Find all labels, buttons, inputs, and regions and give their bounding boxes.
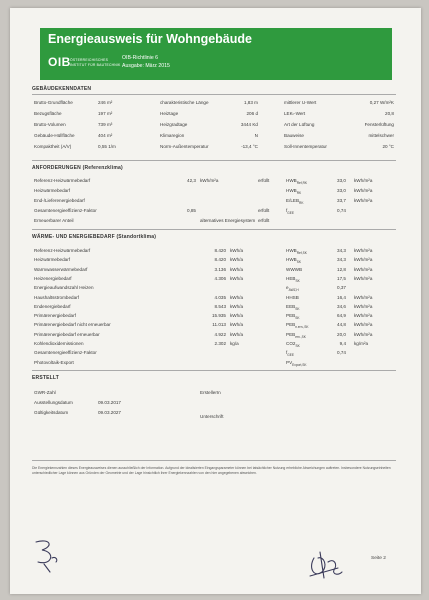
handwritten-signature-right: [304, 548, 346, 584]
energy-indicator: [286, 276, 300, 283]
energy-indicator-unit: kg/m²a: [354, 341, 369, 346]
building-data-value: 197 m²: [98, 111, 113, 116]
energy-indicator-symbol: PEB: [286, 331, 296, 337]
building-data-value: 0,27 W/m²K: [369, 100, 394, 105]
energy-indicator-subscript: SK: [295, 278, 300, 283]
requirement-indicator-value: 33,0: [337, 178, 346, 183]
energy-indicator-symbol: HEB: [286, 275, 296, 281]
created-label: Ausstellungsdatum: [34, 400, 73, 405]
section-divider: [32, 94, 396, 95]
building-data-value: Fensterlüftung: [364, 122, 394, 127]
building-data-label: LEKₜ-Wert: [284, 111, 306, 116]
building-data-label: Brutto-Grundfläche: [34, 100, 73, 105]
energy-demand-value: 4.035: [214, 294, 226, 300]
building-data-value: 3444 Kd: [240, 122, 258, 127]
energy-demand-unit: kWh/a: [230, 248, 244, 253]
energy-indicator-symbol: CO2: [286, 341, 296, 346]
energy-demand-label: Referenz-Heizwärmebedarf: [34, 248, 91, 253]
energy-indicator-value: 16,4: [337, 294, 346, 300]
energy-indicator-value: 34,3: [337, 257, 346, 263]
requirement-label: Gesamtenergieeffizienz-Faktor: [34, 208, 97, 213]
requirement-indicator-symbol: f: [286, 208, 288, 213]
energy-indicator-subscript: SK: [295, 306, 300, 311]
requirement-indicator-subscript: RK: [296, 190, 302, 195]
requirement-indicator-value: 33,0: [337, 188, 346, 193]
energy-indicator-subscript: SK: [295, 343, 300, 348]
requirement-indicator: [286, 188, 301, 195]
energy-indicator-unit: kWh/m²a: [354, 275, 373, 281]
requirement-label: End-/Lieferenergiebedarf: [34, 198, 85, 203]
building-data-label: Heizgradtage: [160, 122, 188, 127]
building-data-label: Heiztage: [160, 111, 179, 116]
energy-indicator-unit: kWh/m²a: [354, 303, 373, 309]
document-title: Energieausweis für Wohngebäude: [48, 32, 252, 46]
energy-indicator: [286, 267, 302, 274]
energy-demand-unit: kWh/a: [230, 322, 244, 328]
building-data-label: mittlerer U-Wert: [284, 100, 317, 105]
requirement-indicator: [286, 198, 303, 205]
energy-demand-unit: kWh/a: [230, 331, 244, 337]
energy-indicator-symbol: PEB: [286, 313, 296, 319]
energy-indicator-unit: kWh/m²a: [354, 294, 373, 300]
energy-indicator: [286, 341, 300, 348]
energy-indicator-value: 34,3: [337, 248, 346, 253]
energy-indicator-subscript: Export,SK: [292, 362, 307, 367]
energy-indicator-unit: kWh/m²a: [354, 322, 373, 328]
energy-demand-label: Primärenergiebedarf: [34, 313, 76, 319]
requirement-indicator-subscript: Ref,RK: [296, 180, 307, 185]
energy-indicator-unit: kWh/m²a: [354, 248, 373, 253]
energy-indicator-subscript: Ref,SK: [296, 250, 307, 255]
created-right-label: ErstellerIn: [200, 390, 221, 395]
energy-demand-label: Primärenergiebedarf nicht erneuerbar: [34, 322, 111, 328]
building-data-value: 246 m²: [98, 100, 113, 105]
energy-demand-label: Warmwasserwärmebedarf: [34, 266, 88, 272]
energy-indicator-symbol: HWB: [286, 248, 297, 253]
building-data-value: N: [254, 133, 258, 138]
section-title-created: ERSTELLT: [32, 375, 60, 381]
energy-demand-unit: kWh/a: [230, 266, 244, 272]
energy-indicator-value: 64,9: [337, 313, 346, 319]
energy-indicator-unit: kWh/m²a: [354, 331, 373, 337]
energy-indicator-symbol: f: [286, 350, 288, 356]
requirement-label: Erneuerbarer Anteil: [34, 218, 74, 223]
section-divider: [32, 370, 396, 371]
logo-mark: OIB: [48, 55, 71, 69]
building-data-label: Gebäude-Hüllfläche: [34, 133, 75, 138]
energy-demand-unit: kWh/a: [230, 313, 244, 319]
requirement-indicator: [286, 178, 307, 185]
energy-certificate-page: [10, 8, 421, 594]
energy-demand-value: 3.136: [214, 266, 226, 272]
edition-label: Ausgabe: März 2015: [122, 63, 170, 69]
energy-indicator-value: 20,0: [337, 331, 346, 337]
requirement-indicator-unit: kWh/m²a: [354, 198, 373, 203]
guideline-label: OIB-Richtlinie 6: [122, 55, 159, 61]
requirement-indicator-symbol: HWB: [286, 178, 297, 183]
energy-demand-label: Primärenergiebedarf erneuerbar: [34, 331, 100, 337]
energy-indicator: [286, 248, 307, 255]
energy-indicator: [286, 257, 301, 264]
energy-demand-label: Heizenergiebedarf: [34, 275, 72, 281]
requirement-indicator-subscript: RK: [299, 200, 304, 205]
building-data-value: 20 °C: [382, 144, 394, 149]
energy-indicator: [286, 360, 307, 367]
building-data-label: Klimaregion: [160, 133, 185, 138]
energy-indicator: [286, 350, 294, 357]
section-divider: [32, 229, 396, 230]
energy-indicator-symbol: HHSB: [286, 294, 299, 300]
created-label: Gültigkeitsdatum: [34, 410, 69, 415]
building-data-value: -13,4 °C: [241, 144, 258, 149]
building-data-label: Bauweise: [284, 133, 304, 138]
energy-demand-label: Haushaltsstrombedarf: [34, 294, 79, 300]
building-data-label: Soll-Innentemperatur: [284, 144, 327, 149]
energy-demand-value: 8.420: [214, 248, 226, 253]
created-label: GWR-Zahl: [34, 390, 56, 395]
logo-text-line1: ÖSTERREICHISCHES: [70, 58, 109, 62]
requirement-label: Referenz-Heizwärmebedarf: [34, 178, 91, 183]
handwritten-signature-left: [30, 536, 64, 576]
building-data-label: Brutto-Volumen: [34, 122, 66, 127]
section-divider: [32, 460, 396, 461]
energy-indicator-unit: kWh/m²a: [354, 266, 373, 272]
energy-indicator: [286, 285, 299, 292]
disclaimer-note: Die Energiekennzahlen dieses Energieausweises dienen ausschließlich der Information. Aufgrund der idealisierten Eingangsparameter können bei tatsächlicher Nutzung erhebliche Abweichungen auftreten. Insbesondere Nutzungseinheiten unterschiedlicher Lage können aus Gründen der Geometrie und der Lage hinsichtlich ihrer Energiekennzahlen von den hier angegebenen abweichen.: [32, 466, 391, 475]
energy-indicator-subscript: SK: [295, 316, 300, 320]
energy-demand-label: Endenergiebedarf: [34, 303, 71, 309]
energy-indicator-value: 0,37: [337, 285, 346, 291]
oib-logo: [48, 55, 121, 75]
energy-indicator-value: 9,4: [339, 341, 346, 346]
energy-indicator-value: 17,5: [337, 275, 346, 281]
energy-indicator-value: 12,8: [337, 266, 346, 272]
energy-indicator-subscript: n.ern.,SK: [295, 325, 309, 330]
energy-indicator: [286, 304, 299, 311]
energy-indicator-symbol: EEB: [286, 303, 296, 309]
requirement-indicator-subscript: GEE: [287, 210, 295, 215]
building-data-label: Kompaktheit (A/V): [34, 144, 72, 149]
section-title-requirements: ANFORDERUNGEN (Referenzklima): [32, 165, 123, 171]
energy-demand-unit: kWh/a: [230, 257, 244, 263]
energy-demand-value: 8.420: [214, 257, 226, 263]
energy-indicator: [286, 332, 306, 339]
energy-indicator-symbol: PV: [286, 359, 293, 365]
energy-indicator-symbol: WWWB: [286, 266, 303, 272]
building-data-label: Art der Lüftung: [284, 122, 315, 127]
energy-indicator-subscript: SK: [296, 260, 301, 265]
energy-indicator-value: 0,74: [337, 350, 346, 356]
requirement-indicator-symbol: HWB: [286, 188, 297, 193]
page-number: Seite 2: [371, 556, 386, 561]
building-data-label: Norm-Außentemperatur: [160, 144, 209, 149]
building-data-label: Bezugsfläche: [34, 111, 62, 116]
building-data-value: 739 m³: [98, 122, 113, 127]
energy-demand-value: 4.922: [214, 331, 226, 337]
requirement-value: 0,85: [187, 208, 196, 213]
energy-demand-label: Heizwärmebedarf: [34, 257, 70, 263]
energy-demand-unit: kWh/a: [230, 275, 244, 281]
building-data-value: mittelschwer: [368, 133, 394, 138]
energy-indicator-subscript: ern.,SK: [295, 334, 306, 339]
building-data-value: 20,8: [385, 111, 394, 116]
building-data-label: charakteristische Länge: [160, 100, 209, 105]
energy-demand-value: 4.306: [214, 275, 226, 281]
section-title-energy-demand: WÄRME- UND ENERGIEBEDARF (Standortklima): [32, 234, 157, 240]
energy-indicator-unit: kWh/m²a: [354, 257, 373, 263]
requirement-unit: kWh/m²a: [200, 178, 219, 183]
energy-indicator-value: 44,8: [337, 322, 346, 328]
energy-demand-label: Energieaufwandszahl Heizen: [34, 285, 94, 291]
requirement-status: erfüllt: [258, 178, 270, 183]
requirement-indicator-unit: kWh/m²a: [354, 188, 373, 193]
section-title-building-data: GEBÄUDEKENNDATEN: [32, 86, 92, 92]
energy-indicator-symbol: PEB: [286, 322, 296, 328]
requirement-indicator: [286, 208, 294, 215]
energy-indicator-value: 34,6: [337, 303, 346, 309]
requirement-label: Heizwärmebedarf: [34, 188, 70, 193]
energy-indicator-subscript: AWZ,H: [288, 288, 299, 293]
energy-demand-value: 8.543: [214, 303, 226, 309]
requirement-indicator-value: 0,74: [337, 208, 346, 213]
energy-indicator: [286, 295, 299, 302]
energy-indicator-unit: kWh/m²a: [354, 313, 373, 319]
energy-demand-unit: kWh/a: [230, 294, 244, 300]
energy-demand-unit: kg/a: [230, 341, 239, 346]
energy-demand-label: Gesamtenergieeffizienz-Faktor: [34, 350, 97, 356]
energy-demand-value: 2.302: [214, 341, 226, 346]
requirement-indicator-unit: kWh/m²a: [354, 178, 373, 183]
created-right-label: Unterschrift: [200, 414, 224, 419]
energy-demand-value: 11.013: [212, 322, 226, 328]
energy-indicator: [286, 313, 299, 320]
energy-demand-unit: kWh/a: [230, 303, 244, 309]
requirement-status: erfüllt: [258, 218, 270, 223]
requirement-unit: alternatives Energiesystem: [200, 218, 256, 223]
logo-text-line2: INSTITUT FÜR BAUTECHNIK: [70, 63, 121, 67]
requirement-status: erfüllt: [258, 208, 270, 213]
energy-demand-label: Photovoltaik-Export: [34, 359, 74, 365]
created-value: 09.03.2027: [98, 410, 121, 415]
requirement-indicator-value: 33,7: [337, 198, 346, 203]
energy-indicator-subscript: GEE: [287, 353, 295, 358]
energy-indicator: [286, 322, 309, 329]
energy-demand-label: Kohlendioxidemissionen: [34, 341, 84, 346]
header-banner: [40, 28, 392, 80]
energy-demand-value: 15.935: [211, 313, 226, 319]
building-data-value: 404 m²: [98, 133, 113, 138]
building-data-value: 206 d: [246, 111, 258, 116]
energy-indicator-symbol: HWB: [286, 257, 297, 263]
created-value: 09.03.2017: [98, 400, 121, 405]
energy-indicator-symbol: e: [286, 285, 289, 291]
building-data-value: 0,55 1/m: [98, 144, 116, 149]
section-divider: [32, 160, 396, 161]
requirement-value: 42,3: [187, 178, 196, 183]
requirement-indicator-symbol: E/LEB: [286, 198, 300, 203]
building-data-value: 1,83 m: [243, 100, 258, 105]
